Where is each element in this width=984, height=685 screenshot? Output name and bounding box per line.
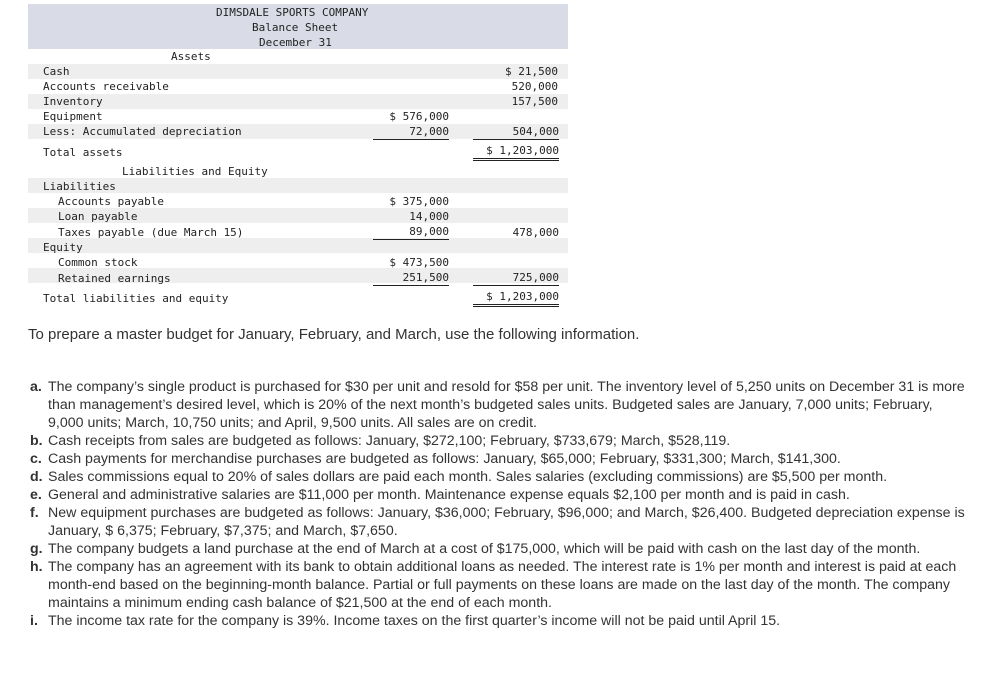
list-item (30, 540, 970, 558)
accounts-payable-label: Accounts payable (58, 195, 164, 208)
liabilities-equity-heading: Liabilities and Equity (122, 165, 268, 178)
ar-value: 520,000 (511, 80, 558, 93)
inventory-label: Inventory (43, 95, 103, 108)
statement-title: Balance Sheet (252, 21, 339, 34)
ar-label: Accounts receivable (43, 80, 169, 93)
list-item (30, 468, 970, 486)
total-liabilities-equity-value: $ 1,203,000 (473, 290, 559, 307)
item-text: The company budgets a land purchase at the end of March at a cost of $175,000, which will be paid with cash on the last day of the month. (48, 541, 921, 557)
equipment-value: $ 576,000 (389, 110, 449, 123)
item-text: New equipment purchases are budgeted as follows: January, $36,000; February, $96,000; and March, $26,400. Budgeted depreciation expense is January, $ 6,375; February, $7,375; and March, $7,650. (48, 505, 965, 539)
list-item (30, 504, 970, 540)
total-equity-value: 725,000 (473, 271, 559, 286)
item-marker: f. (30, 505, 39, 521)
retained-earnings-label: Retained earnings (58, 272, 171, 285)
loan-payable-label: Loan payable (58, 210, 138, 223)
assets-heading: Assets (171, 50, 211, 63)
statement-date: December 31 (259, 36, 332, 49)
item-marker: b. (30, 433, 43, 449)
cash-value: $ 21,500 (505, 65, 558, 78)
list-item (30, 486, 970, 504)
item-marker: a. (30, 379, 42, 395)
item-text: Sales commissions equal to 20% of sales dollars are paid each month. Sales salaries (excluding commissions) are $5,500 per month. (48, 469, 888, 485)
item-text: General and administrative salaries are $11,000 per month. Maintenance expense equals $2,100 per month and is paid in cash. (48, 487, 850, 503)
item-text: The company has an agreement with its bank to obtain additional loans as needed. The interest rate is 1% per month and interest is paid at each month-end based on the beginning-month balance. Partial or full payments on these loans are made on the last day of the month. The company maintains a minimum ending cash balance of $21,500 at the end of each month. (48, 559, 957, 611)
intro-text: To prepare a master budget for January, February, and March, use the following information. (28, 326, 640, 343)
balance-sheet-header (28, 4, 568, 49)
accum-depreciation-label: Less: Accumulated depreciation (43, 125, 242, 138)
equipment-label: Equipment (43, 110, 103, 123)
item-marker: c. (30, 451, 42, 467)
list-item (30, 432, 970, 450)
item-marker: h. (30, 559, 43, 575)
common-stock-label: Common stock (58, 256, 138, 269)
total-assets-label: Total assets (43, 146, 123, 159)
loan-payable-value: 14,000 (409, 210, 449, 223)
row-band (28, 238, 568, 253)
item-text: The income tax rate for the company is 39%. Income taxes on the first quarter’s income will not be paid until April 15. (48, 613, 781, 629)
net-equipment-value: 504,000 (473, 125, 559, 140)
list-item (30, 612, 970, 630)
item-marker: g. (30, 541, 43, 557)
equity-label: Equity (43, 241, 83, 254)
taxes-payable-value: 89,000 (373, 225, 449, 240)
item-marker: i. (30, 613, 38, 629)
item-marker: d. (30, 469, 43, 485)
total-liabilities-equity-label: Total liabilities and equity (43, 292, 229, 305)
liabilities-label: Liabilities (43, 180, 116, 193)
company-name: DIMSDALE SPORTS COMPANY (216, 6, 369, 19)
retained-earnings-value: 251,500 (373, 271, 449, 286)
inventory-value: 157,500 (511, 95, 558, 108)
taxes-payable-label: Taxes payable (due March 15) (58, 226, 244, 239)
cash-label: Cash (43, 65, 70, 78)
item-text: The company’s single product is purchased for $30 per unit and resold for $58 per unit. The inventory level of 5,250 units on December 31 is more than management’s desired level, which is 20% of the next month’s budgeted sales units. Budgeted sales are January, 7,000 units; February, 9,000 units; March, 10,750 units; and April, 9,500 units. All sales are on credit. (48, 379, 965, 431)
accounts-payable-value: $ 375,000 (389, 195, 449, 208)
total-liabilities-value: 478,000 (512, 226, 559, 239)
balance-sheet (28, 4, 568, 310)
common-stock-value: $ 473,500 (389, 256, 449, 269)
item-text: Cash receipts from sales are budgeted as follows: January, $272,100; February, $733,679; March, $528,119. (48, 433, 731, 449)
total-assets-value: $ 1,203,000 (473, 144, 559, 161)
list-item (30, 558, 970, 612)
list-item (30, 378, 970, 432)
accum-depreciation-value: 72,000 (373, 125, 449, 140)
list-item (30, 450, 970, 468)
info-list (30, 378, 970, 630)
item-text: Cash payments for merchandise purchases are budgeted as follows: January, $65,000; February, $331,300; March, $141,300. (48, 451, 841, 467)
item-marker: e. (30, 487, 42, 503)
